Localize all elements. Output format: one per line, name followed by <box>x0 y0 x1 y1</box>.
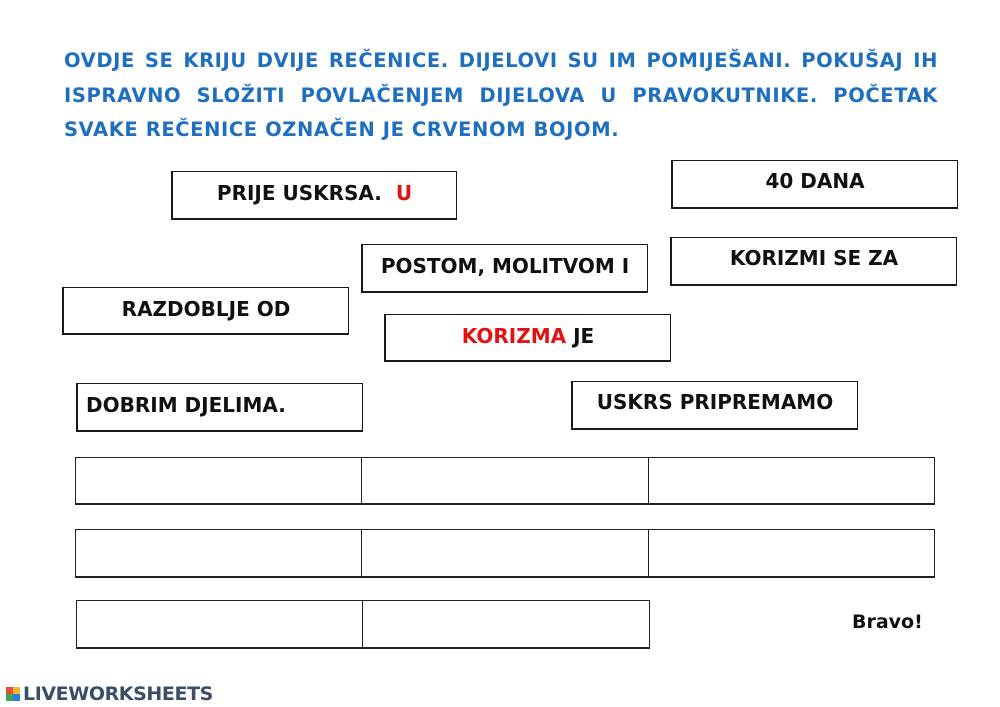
tile-red-start: U <box>395 181 413 205</box>
brand-name: LIVEWORKSHEETS <box>23 683 213 705</box>
tile-razdoblje[interactable] <box>62 287 349 335</box>
drop-slot-2-3[interactable] <box>648 529 935 578</box>
tile-text: POSTOM, MOLITVOM I <box>380 254 630 278</box>
drop-slot-1-2[interactable] <box>361 457 649 505</box>
liveworksheets-logo-icon <box>6 687 20 701</box>
tile-korizma-je[interactable] <box>384 314 671 362</box>
tile-text: JE <box>573 324 595 348</box>
tile-text: KORIZMI SE ZA <box>729 246 899 270</box>
tile-text: DOBRIM DJELIMA. <box>86 393 286 417</box>
drop-slot-2-1[interactable] <box>75 529 362 578</box>
bravo-text: Bravo! <box>852 611 923 633</box>
tile-postom[interactable] <box>361 244 648 293</box>
tile-prije-uskrsa[interactable] <box>171 171 457 220</box>
tile-text: RAZDOBLJE OD <box>121 297 291 321</box>
tile-text: 40 DANA <box>765 169 865 193</box>
tile-red-start: KORIZMA <box>461 324 567 348</box>
tile-korizmi[interactable] <box>670 237 957 286</box>
tile-uskrs[interactable] <box>571 381 858 430</box>
drop-slot-3-1[interactable] <box>76 600 363 649</box>
tile-text: PRIJE USKRSA. <box>216 181 382 205</box>
drop-slot-3-2[interactable] <box>362 600 650 649</box>
tile-40-dana[interactable] <box>671 160 958 209</box>
drop-slot-2-2[interactable] <box>361 529 649 578</box>
drop-slot-1-1[interactable] <box>75 457 362 505</box>
tile-text: USKRS PRIPREMAMO <box>596 390 834 414</box>
drop-slot-1-3[interactable] <box>648 457 935 505</box>
instructions-text: OVDJE SE KRIJU DVIJE REČENICE. DIJELOVI SU IM POMIJEŠANI. POKUŠAJ IH ISPRAVNO SLOŽITI POVLAČENJEM DIJELOVA U PRAVOKUTNIKE. POČETAK SVAKE REČENICE OZNAČEN JE CRVENOM BOJOM. <box>64 49 938 141</box>
footer-logo <box>6 683 213 705</box>
tile-dobrim[interactable] <box>76 383 363 432</box>
